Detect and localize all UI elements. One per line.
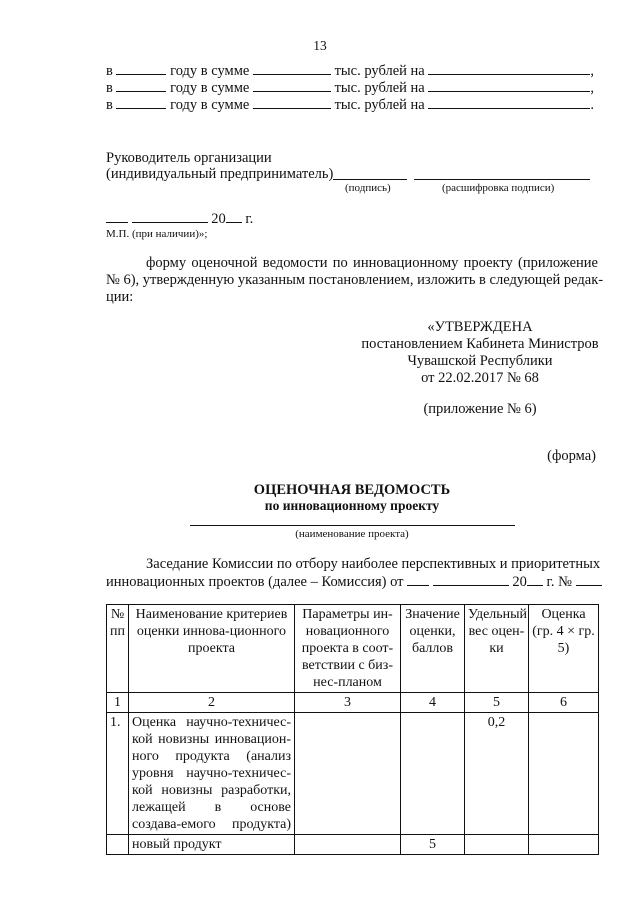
date-year-prefix: 20: [211, 211, 226, 227]
row-weight: [465, 835, 529, 855]
evaluation-table: [106, 604, 599, 855]
session-number-blank: [576, 573, 602, 586]
date-g: г.: [245, 211, 254, 227]
row-score: [401, 713, 465, 835]
sum-line-text2: тыс. рублей на: [334, 97, 425, 113]
table-row: [107, 713, 599, 835]
paragraph-line-2: № 6), утвержденную указанным постановлением, изложить в следующей редак-: [106, 272, 604, 288]
sum-line-end: ,: [590, 80, 594, 96]
amount-blank: [253, 96, 331, 109]
project-name-caption: (наименование проекта): [295, 528, 409, 540]
session-text: инновационных проектов (далее – Комиссия) от: [106, 574, 404, 590]
signature-title: Руководитель организации: [106, 150, 272, 166]
caption-decode: (расшифровка подписи): [442, 182, 555, 194]
col-number: 3: [295, 693, 401, 713]
col-number: 4: [401, 693, 465, 713]
session-number-label: г. №: [546, 574, 572, 590]
signature-line: [333, 179, 407, 180]
approval-line-2: постановлением Кабинета Министров: [361, 336, 599, 352]
amount-blank: [253, 62, 331, 75]
year-blank: [116, 79, 166, 92]
approval-line-4: от 22.02.2017 № 68: [421, 370, 539, 386]
col-number: 6: [529, 693, 599, 713]
header-result: Оценка (гр. 4 × гр. 5): [529, 605, 599, 693]
form-label: (форма): [547, 448, 596, 464]
day-blank: [106, 210, 128, 223]
paragraph-line-3: ции:: [106, 289, 134, 305]
sum-line-prefix: в: [106, 97, 113, 113]
session-line-1: Заседание Комиссии по отбору наиболее перспективных и приоритетных: [146, 556, 601, 572]
session-year-blank: [527, 573, 543, 586]
paragraph-line-1: форму оценочной ведомости по инновационному проекту (приложение: [146, 255, 598, 271]
header-params: Параметры ин-новационного проекта в соот-ветствии с биз-нес-планом: [295, 605, 401, 693]
col-number: 5: [465, 693, 529, 713]
row-result: [529, 835, 599, 855]
appendix-label: (приложение № 6): [423, 401, 537, 417]
year-blank: [116, 96, 166, 109]
project-name-line: [190, 525, 515, 526]
session-day-blank: [407, 573, 429, 586]
row-result: [529, 713, 599, 835]
table-header-row: [107, 605, 599, 693]
col-number: 1: [107, 693, 129, 713]
month-blank: [132, 210, 208, 223]
row-num: [107, 835, 129, 855]
approval-title: «УТВЕРЖДЕНА: [427, 319, 533, 335]
session-line-2: [106, 573, 602, 591]
row-params: [295, 835, 401, 855]
sum-line-text1: году в сумме: [170, 63, 250, 79]
signature-subtitle: (индивидуальный предприниматель): [106, 166, 334, 182]
document-subtitle: по инновационному проекту: [264, 498, 440, 513]
header-criterion: Наименование критериев оценки иннова-ционного проекта: [129, 605, 295, 693]
sum-line-text2: тыс. рублей на: [334, 80, 425, 96]
sum-line-text1: году в сумме: [170, 97, 250, 113]
page-number: 13: [313, 38, 327, 53]
header-score: Значение оценки, баллов: [401, 605, 465, 693]
row-params: [295, 713, 401, 835]
date-line: [106, 210, 253, 228]
row-criterion: Оценка научно-техничес-кой новизны инновацион-ного продукта (анализ уровня научно-техничес-кой новизны разработки, лежащей в основе создава-емого продукта): [129, 713, 295, 835]
purpose-blank: [428, 62, 590, 75]
decode-line: [414, 179, 590, 180]
purpose-blank: [428, 96, 590, 109]
header-num: № пп: [107, 605, 129, 693]
row-score: 5: [401, 835, 465, 855]
sum-line-prefix: в: [106, 80, 113, 96]
session-year-prefix: 20: [512, 574, 527, 590]
sum-line-prefix: в: [106, 63, 113, 79]
stamp-note: М.П. (при наличии)»;: [106, 228, 208, 240]
year-blank: [116, 62, 166, 75]
caption-sign: (подпись): [345, 182, 391, 194]
sum-line-3: [106, 96, 594, 114]
session-month-blank: [433, 573, 509, 586]
approval-line-3: Чувашской Республики: [407, 353, 553, 369]
header-weight: Удельный вес оцен-ки: [465, 605, 529, 693]
row-criterion: новый продукт: [129, 835, 295, 855]
row-weight: 0,2: [465, 713, 529, 835]
sum-line-2: [106, 79, 594, 97]
purpose-blank: [428, 79, 590, 92]
sum-line-end: ,: [590, 63, 594, 79]
sum-line-text2: тыс. рублей на: [334, 63, 425, 79]
row-num: 1.: [107, 713, 129, 835]
amount-blank: [253, 79, 331, 92]
year-suffix-blank: [226, 210, 242, 223]
document-title: ОЦЕНОЧНАЯ ВЕДОМОСТЬ: [253, 482, 451, 498]
col-number: 2: [129, 693, 295, 713]
table-row: [107, 835, 599, 855]
sum-line-1: [106, 62, 594, 80]
sum-line-end: .: [590, 97, 594, 113]
column-number-row: [107, 693, 599, 713]
sum-line-text1: году в сумме: [170, 80, 250, 96]
